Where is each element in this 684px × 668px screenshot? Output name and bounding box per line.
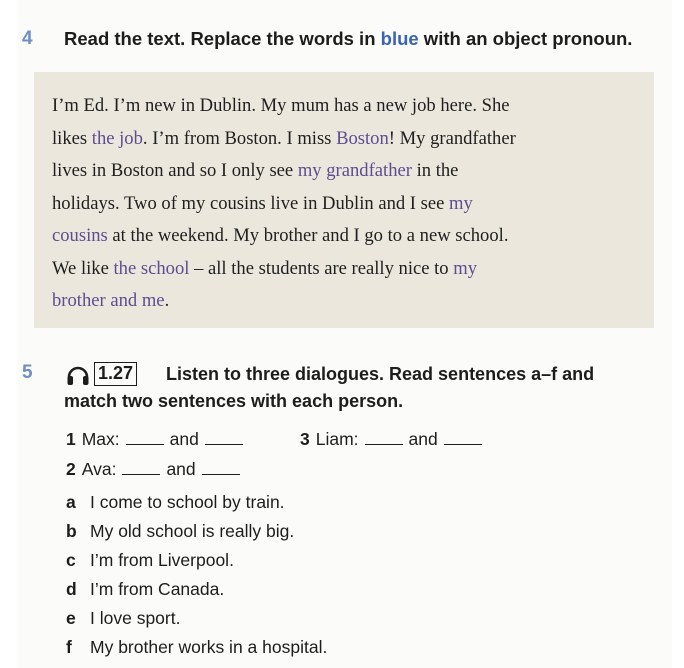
highlighted-phrase: my (449, 192, 473, 214)
passage-text: in the (411, 160, 459, 181)
passage-text: at the weekend. My brother and I go to a new school. (107, 225, 509, 246)
sentence-letter: c (66, 550, 76, 570)
person-number: 3 (300, 429, 310, 449)
answer-blank[interactable] (444, 430, 482, 445)
match-row-liam (300, 427, 488, 451)
sentence-letter: a (66, 492, 76, 512)
sentence-text: My old school is really big. (90, 521, 295, 541)
passage-text: – all the students are really nice to (189, 257, 454, 279)
answer-blank[interactable] (202, 460, 240, 475)
exercise-5-instruction-line2: match two sentences with each person. (64, 391, 404, 411)
highlighted-phrase: cousins (52, 225, 108, 246)
person-name: Ava: (81, 459, 117, 479)
exercise-4-instruction (64, 28, 632, 50)
sentence-e (66, 606, 180, 630)
highlighted-phrase: my grandfather (297, 160, 412, 181)
passage-text: lives in Boston and so I only see (52, 160, 298, 181)
sentence-text: I’m from Canada. (90, 579, 225, 599)
person-number: 1 (66, 429, 76, 449)
sentence-text: I love sport. (90, 608, 181, 628)
instruction-text-before: Read the text. Replace the words in (64, 28, 381, 49)
answer-blank[interactable] (205, 430, 243, 445)
passage-line (52, 285, 642, 318)
headphones-icon (66, 364, 90, 386)
sentence-text: I’m from Liverpool. (90, 550, 234, 570)
sentence-c (66, 548, 234, 572)
passage-text: holidays. Two of my cousins live in Dublin and I see (52, 192, 450, 214)
and-word: and (169, 429, 199, 449)
sentence-letter: f (66, 637, 72, 657)
passage-text: ! My grandfather (388, 127, 516, 149)
sentence-text: My brother works in a hospital. (90, 637, 328, 657)
and-word: and (408, 429, 438, 449)
passage-text: We like (52, 257, 114, 279)
passage-line (52, 90, 642, 123)
sentence-a (66, 490, 285, 514)
person-name: Max: (81, 429, 120, 449)
sentence-f (66, 635, 327, 659)
passage-text: likes (52, 127, 92, 149)
textbook-page (18, 0, 672, 668)
sentence-letter: b (66, 521, 77, 541)
exercise-4-number: 4 (22, 28, 33, 49)
passage-line (52, 123, 642, 156)
passage-line (52, 188, 642, 221)
highlighted-phrase: my (453, 257, 478, 279)
passage-text: . I’m from Boston. I miss (142, 127, 337, 149)
reading-text-box (34, 72, 654, 328)
instruction-blue-word: blue (380, 28, 419, 49)
passage-line (52, 253, 642, 286)
exercise-5-instruction-line1: Listen to three dialogues. Read sentences a–f and (166, 364, 595, 384)
sentence-letter: d (66, 579, 77, 599)
exercise-5-number: 5 (22, 362, 33, 383)
track-number: 1.27 (94, 362, 137, 386)
passage-text: I’m Ed. I’m new in Dublin. My mum has a new job here. She (52, 95, 510, 116)
sentence-b (66, 519, 294, 543)
instruction-text-after: with an object pronoun. (418, 28, 633, 49)
highlighted-phrase: the school (113, 257, 190, 279)
highlighted-phrase: Boston (336, 127, 389, 149)
sentence-letter: e (66, 608, 76, 628)
reading-passage (52, 90, 642, 318)
and-word: and (166, 459, 196, 479)
answer-blank[interactable] (126, 430, 164, 445)
answer-blank[interactable] (365, 430, 403, 445)
passage-line (52, 220, 642, 253)
sentence-d (66, 577, 224, 601)
person-number: 2 (66, 459, 76, 479)
match-row-ava (66, 457, 246, 481)
passage-text: . (164, 290, 170, 311)
highlighted-phrase: the job (91, 127, 143, 149)
highlighted-phrase: brother and me (52, 290, 165, 311)
passage-line (52, 155, 642, 188)
match-row-max (66, 427, 249, 451)
sentence-text: I come to school by train. (90, 492, 285, 512)
answer-blank[interactable] (122, 460, 160, 475)
person-name: Liam: (315, 429, 359, 449)
